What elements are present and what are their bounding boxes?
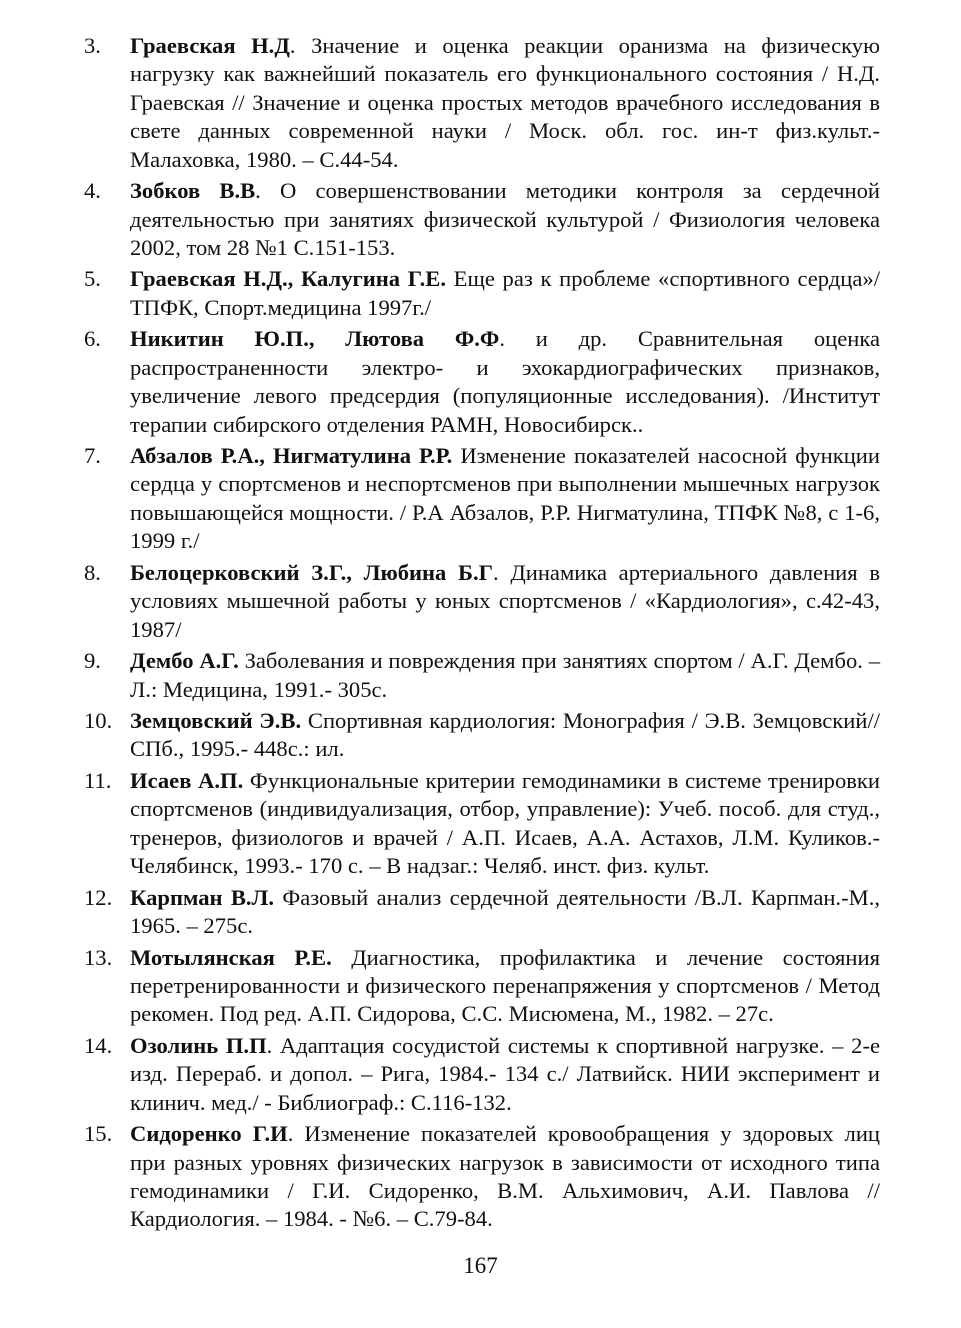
reference-number: 12.	[84, 884, 113, 910]
reference-item	[84, 944, 880, 1029]
reference-item	[84, 32, 880, 174]
reference-author: Абзалов Р.А., Нигматулина Р.Р.	[130, 443, 453, 469]
reference-text: Функциональные критерии гемодинамики в системе тренировки спортсменов (индивидуализация, отбор, управление): Учеб. пособ. для студ., тренеров, физиологов и врачей / А.П. Исаев, А.А. Астахов, Л.М. Куликов.- Челябинск, 1993.- 170 с. – В надзаг.: Челяб. инст. физ. культ.	[130, 767, 880, 879]
reference-number: 6.	[84, 326, 101, 352]
reference-text: Спортивная кардиология: Монография / Э.В. Земцовский//СПб., 1995.- 448с.: ил.	[130, 708, 880, 762]
reference-item	[84, 767, 880, 881]
reference-author: Граевская Н.Д	[130, 33, 290, 58]
reference-item	[84, 1032, 880, 1117]
reference-author: Озолинь П.П	[130, 1032, 267, 1058]
reference-number: 9.	[84, 648, 101, 674]
reference-item	[84, 177, 880, 262]
reference-author: Граевская Н.Д., Калугина Г.Е.	[130, 266, 446, 292]
reference-text: . Значение и оценка реакции оранизма на физическую нагрузку как важнейший показатель его функционального состояния / Н.Д. Граевская // Значение и оценка простых методов врачебного исследования в свете данных современной науки / Моск. обл. гос. ин-т физ.культ.- Малаховка, 1980. – С.44-54.	[130, 33, 880, 172]
reference-number: 4.	[84, 178, 101, 204]
reference-item	[84, 265, 880, 322]
reference-number: 10.	[84, 708, 113, 733]
reference-author: Дембо А.Г.	[130, 648, 239, 674]
reference-number: 7.	[84, 443, 101, 469]
reference-item	[84, 325, 880, 439]
reference-number: 13.	[84, 944, 113, 970]
reference-item	[84, 707, 880, 764]
reference-text: Изменение показателей насосной функции сердца у спортсменов и неспортсменов при выполнении мышечных нагрузок повышающейся мощности. / Р.А Абзалов, Р.Р. Нигматулина, ТПФК №8, с 1-6, 1999 г./	[130, 443, 880, 554]
reference-text: . Изменение показателей кровообращения у здоровых лиц при разных уровнях физических нагрузок в зависимости от исходного типа гемодинамики / Г.И. Сидоренко, В.М. Альхимович, А.И. Павлова // Кардиология. – 1984. - №6. – С.79-84.	[130, 1121, 880, 1232]
reference-number: 15.	[84, 1121, 113, 1147]
reference-text: . и др. Сравнительная оценка распространенности электро- и эхокардиографических признаков, увеличение левого предсердия (популяционные исследования). /Институт терапии сибирского отделения РАМН, Новосибирск..	[130, 326, 880, 437]
reference-number: 5.	[84, 266, 101, 292]
reference-text: Фазовый анализ сердечной деятельности /В.Л. Карпман.-М., 1965. – 275с.	[130, 884, 880, 939]
reference-author: Сидоренко Г.И	[130, 1121, 288, 1147]
reference-number: 11.	[84, 767, 112, 793]
reference-author: Земцовский Э.В.	[130, 708, 302, 733]
reference-author: Мотылянская Р.Е.	[130, 944, 332, 970]
reference-author: Карпман В.Л.	[130, 884, 275, 910]
reference-text: Заболевания и повреждения при занятиях спортом / А.Г. Дембо. – Л.: Медицина, 1991.- 305с.	[130, 648, 880, 702]
reference-number: 8.	[84, 559, 101, 585]
reference-list	[84, 32, 880, 1237]
reference-author: Белоцерковский З.Г., Любина Б.Г	[130, 559, 493, 585]
reference-text: Диагностика, профилактика и лечение состояния перетренированности и физического перенапряжения у спортсменов / Метод рекомен. Под ред. А.П. Сидорова, С.С. Мисюмена, М., 1982. – 27с.	[130, 944, 880, 1027]
reference-text: . Динамика артериального давления в условиях мышечной работы у юных спортсменов / «Кардиология», с.42-43, 1987/	[130, 559, 880, 642]
page-number: 167	[463, 1253, 498, 1278]
reference-item	[84, 1120, 880, 1234]
reference-author: Зобков В.В	[130, 178, 256, 204]
reference-item	[84, 647, 880, 704]
reference-author: Никитин Ю.П., Лютова Ф.Ф	[130, 326, 500, 352]
reference-author: Исаев А.П.	[130, 767, 244, 793]
reference-number: 3.	[84, 33, 101, 58]
reference-item	[84, 884, 880, 941]
reference-item	[84, 559, 880, 644]
reference-text: . О совершенствовании методики контроля за сердечной деятельностью при занятиях физической культурой / Физиология человека 2002, том 28 №1 С.151-153.	[130, 178, 880, 260]
reference-number: 14.	[84, 1032, 113, 1058]
reference-item	[84, 442, 880, 556]
reference-text: Еще раз к проблеме «спортивного сердца»/ ТПФК, Спорт.медицина 1997г./	[130, 266, 880, 320]
reference-text: . Адаптация сосудистой системы к спортивной нагрузке. – 2-е изд. Перераб. и допол. – Рига, 1984.- 134 с./ Латвийск. НИИ эксперимент и клинич. мед./ - Библиограф.: С.116-132.	[130, 1032, 881, 1115]
